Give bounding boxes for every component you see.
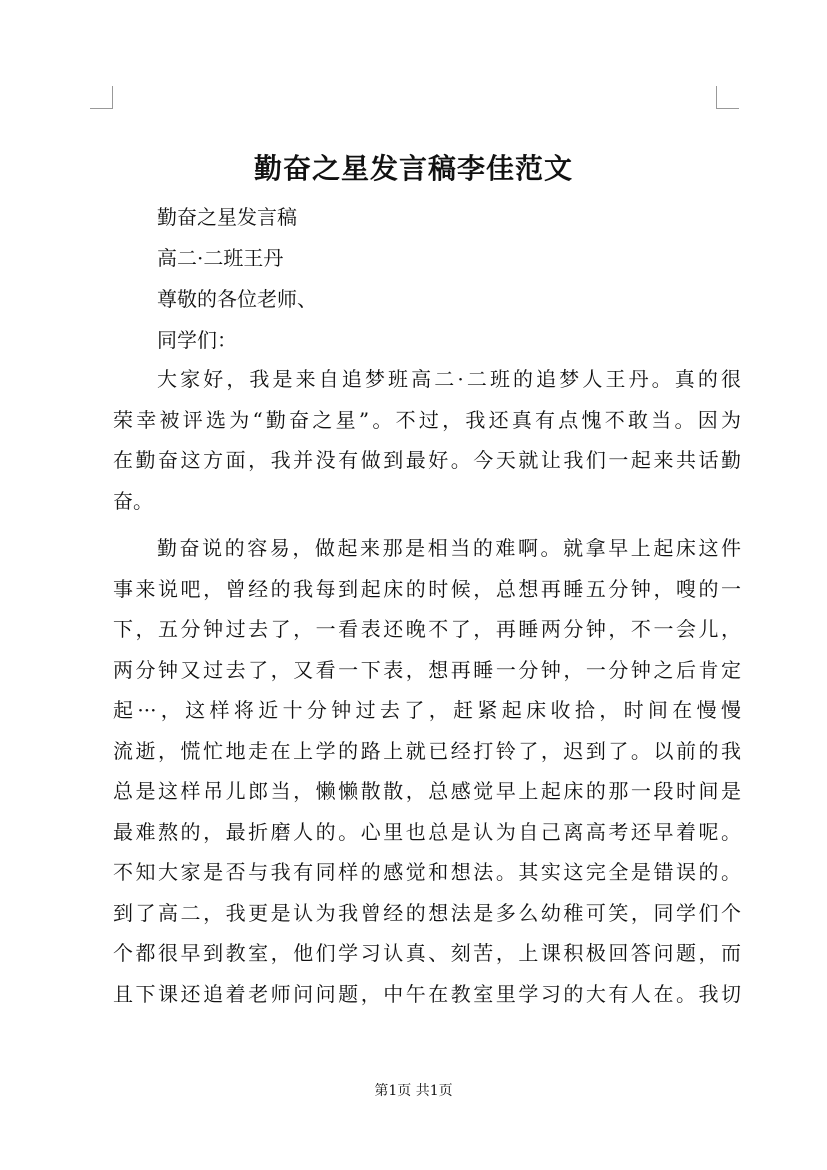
margin-mark-top-left (90, 86, 113, 109)
document-title: 勤奋之星发言稿李佳范文 (253, 152, 573, 185)
paragraph-line: 个都很早到教室，他们学习认真、刻苦，上课积极回答问题，而 (113, 941, 741, 965)
salutation-line-2: 同学们： (157, 328, 237, 352)
paragraph-line: 大家好，我是来自追梦班高二·二班的追梦人王丹。真的很 (157, 367, 741, 391)
paragraph-line: 下，五分钟过去了，一看表还晚不了，再睡两分钟，不一会儿， (113, 617, 741, 641)
paragraph-line: 事来说吧，曾经的我每到起床的时候，总想再睡五分钟，嗖的一 (113, 576, 741, 601)
margin-mark-top-right (716, 86, 739, 109)
paragraph-line: 总是这样吊儿郎当，懒懒散散，总感觉早上起床的那一段时间是 (113, 779, 741, 803)
paragraph-line: 勤奋说的容易，做起来那是相当的难啊。就拿早上起床这件 (157, 536, 741, 560)
paragraph-line: 最难熬的，最折磨人的。心里也总是认为自己离高考还早着呢。 (113, 819, 741, 844)
author-line: 高二·二班王丹 (157, 246, 284, 270)
paragraph-line: 流逝，慌忙地走在上学的路上就已经打铃了，迟到了。以前的我 (113, 738, 741, 763)
page-footer: 第1页 共1页 (374, 1083, 453, 1099)
paragraph-line: 奋。 (113, 488, 153, 513)
paragraph-2 (113, 528, 741, 1014)
paragraph-line: 荣幸被评选为“勤奋之星”。不过，我还真有点愧不敢当。因为 (113, 407, 741, 432)
paragraph-line: 两分钟又过去了，又看一下表，想再睡一分钟，一分钟之后肯定 (113, 657, 741, 682)
salutation-line: 尊敬的各位老师、 (157, 287, 317, 311)
paragraph-line: 到了高二，我更是认为我曾经的想法是多么幼稚可笑，同学们个 (113, 900, 741, 925)
paragraph-line: 在勤奋这方面，我并没有做到最好。今天就让我们一起来共话勤 (113, 448, 741, 472)
paragraph-line: 不知大家是否与我有同样的感觉和想法。其实这完全是错误的。 (113, 860, 741, 884)
paragraph-line: 且下课还追着老师问问题，中午在教室里学习的大有人在。我切 (113, 981, 741, 1006)
paragraph-1 (113, 359, 741, 521)
paragraph-line: 起···，这样将近十分钟过去了，赶紧起床收拾，时间在慢慢 (113, 698, 741, 722)
subtitle-line: 勤奋之星发言稿 (157, 205, 297, 229)
